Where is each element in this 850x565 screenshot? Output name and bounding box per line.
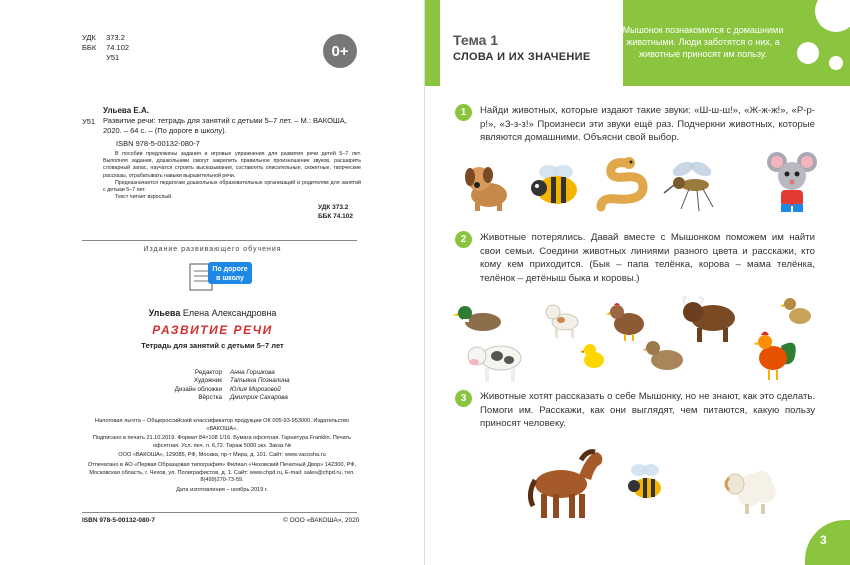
credit-row: Редактор Анна Горшкова	[194, 369, 275, 376]
annotation-paragraph: В пособии предложены задания и игровые упражнения для развития речи детей 5–7 лет. Выполняя задания, дошкольники смогут закрепить правильное произношение звуков, расширить словарный запас, научатся строить высказывания, составлять описательные, сюжетные, творческие рассказы, отрабатывать навыки выразительной речи.	[103, 151, 361, 179]
credit-row: Художник Татьяна Позналина	[193, 377, 290, 385]
decor-bubble	[797, 42, 819, 64]
udk-block	[82, 33, 129, 63]
bbk-line: ББК 74.102	[82, 43, 130, 52]
right-page	[425, 0, 850, 565]
annotation-paragraph: Предназначается педагогам дошкольных образовательных организаций и родителям для занятий с детьми 5–7 лет.	[103, 179, 361, 194]
decor-bubble	[829, 56, 843, 70]
udk-line: УДК 373.2	[82, 33, 125, 42]
bull-icon	[679, 292, 739, 344]
header-band	[425, 0, 850, 86]
page-number: 3	[820, 533, 827, 547]
divider	[82, 512, 357, 513]
annotation-paragraph: Текст читает взрослый.	[115, 194, 173, 201]
task-number: 2	[455, 231, 472, 248]
duck-icon	[453, 302, 503, 334]
credit-row: Вёрстка Дмитрия Сахарова	[198, 393, 288, 401]
catalog-code: У51	[82, 117, 96, 126]
footer-copyright: © ООО «ВАКОША», 2020	[283, 517, 360, 524]
series-label: Издание развивающего обучения	[143, 246, 282, 253]
decor-bubble	[815, 0, 850, 32]
udk-right: УДК 373.2 ББК 74.102	[318, 204, 353, 220]
horse-icon	[525, 440, 605, 522]
book-title: РАЗВИТИЕ РЕЧИ	[152, 323, 273, 337]
task-text: Найди животных, которые издают такие звуки: «Ш-ш-ш!», «Ж-ж-ж!», «Р-р-р!», «З-з-з!» Произнеси эти звуки ещё раз. Подчеркни животных, которые являются домашними. Объясни свой выбор.	[480, 105, 815, 144]
duck-female-icon	[643, 336, 685, 376]
series-logo	[184, 258, 256, 292]
footer-isbn: ISBN 978-5-00132-080-7	[82, 517, 155, 524]
isbn-line: ISBN 978-5-00132-080-7	[116, 139, 200, 148]
theme-number: Тема 1	[453, 32, 499, 48]
task-number: 3	[455, 390, 472, 407]
sheep-icon	[721, 458, 779, 516]
age-rating-badge: 0+	[323, 34, 357, 68]
duckling-icon	[780, 292, 814, 328]
theme-title: СЛОВА И ИХ ЗНАЧЕНИЕ	[453, 51, 591, 63]
bibliographic-record: Развитие речи: тетрадь для занятий с детьми 5–7 лет. – М.: ВАКОША, 2020. – 64 с. – (По дороге в школу).	[103, 116, 347, 135]
task-text: Животные потерялись. Давай вместе с Мышонком поможем им найти свои семьи. Соедини животных линиями разного цвета и расскажи, кто кому кем приходится. (Бык – папа телёнка, корова – мама телёнка, телёнок – детёныш быка и коровы.)	[480, 232, 815, 284]
book-subtitle: Тетрадь для занятий с детьми 5–7 лет	[141, 341, 284, 350]
code-line: У51	[106, 53, 120, 62]
imprint: Налоговая льгота – Общероссийский классификатор продукции ОК 005-93-953000. Издательство «ВАКОША». Подписано в печать 21.10.2019. Формат 84×108 1/16. Бумага офсетная. Гарнитура Franklin. Печать офсетная. Усл. печ. л. 6,72. Тираж 5000 экз. Заказ № ООО «ВАКОША», 129085, РФ, Москва, пр-т Мира, д. 101. Сайт: www.vacosha.ru Отпечатано в АО «Первая Образцовая типография» Филиал «Чеховский Печатный Двор» 142300, РФ, Московская область, г. Чехов, ул. Полиграфистов, д. 1. Сайт: www.chpd.ru, E-mail: sales@chpd.ru, тел. 8(499)270-73-59. Дата изготовления – ноябрь 2019 г.	[87, 418, 357, 493]
task-1	[455, 104, 815, 145]
divider	[82, 240, 357, 241]
cow-icon	[465, 336, 525, 384]
snake-icon	[593, 155, 655, 215]
author-full: Ульева Елена Александровна	[148, 308, 277, 318]
logo-text-line1: По дороге	[212, 266, 248, 273]
annotation	[103, 151, 361, 201]
task-2	[455, 231, 815, 285]
task-number: 1	[455, 104, 472, 121]
mouse-icon	[765, 150, 820, 220]
logo-text-line2: в школу	[216, 275, 244, 282]
dog-icon	[457, 155, 517, 215]
credit-row: Дизайн обложки Юлия Морозовой	[174, 385, 281, 393]
bee-icon	[527, 158, 587, 213]
calf-icon	[543, 298, 581, 340]
mosquito-icon	[661, 155, 721, 215]
author-short: Ульева Е.А.	[103, 106, 149, 115]
page-number-band	[805, 520, 850, 565]
task-text: Животные хотят рассказать о себе Мышонку, но не знают, как это сделать. Помоги им. Расскажи, как они выглядят, чем питаются, какую пользу приносят человеку.	[480, 391, 815, 430]
intro-text: Мышонок познакомился с домашними животными. Люди заботятся о них, а животные приносят им пользу.	[622, 25, 784, 59]
rooster-icon	[751, 326, 799, 382]
chick-icon	[580, 340, 606, 370]
bee-small-icon	[625, 458, 667, 508]
task-3	[455, 390, 815, 431]
credits	[130, 369, 290, 402]
